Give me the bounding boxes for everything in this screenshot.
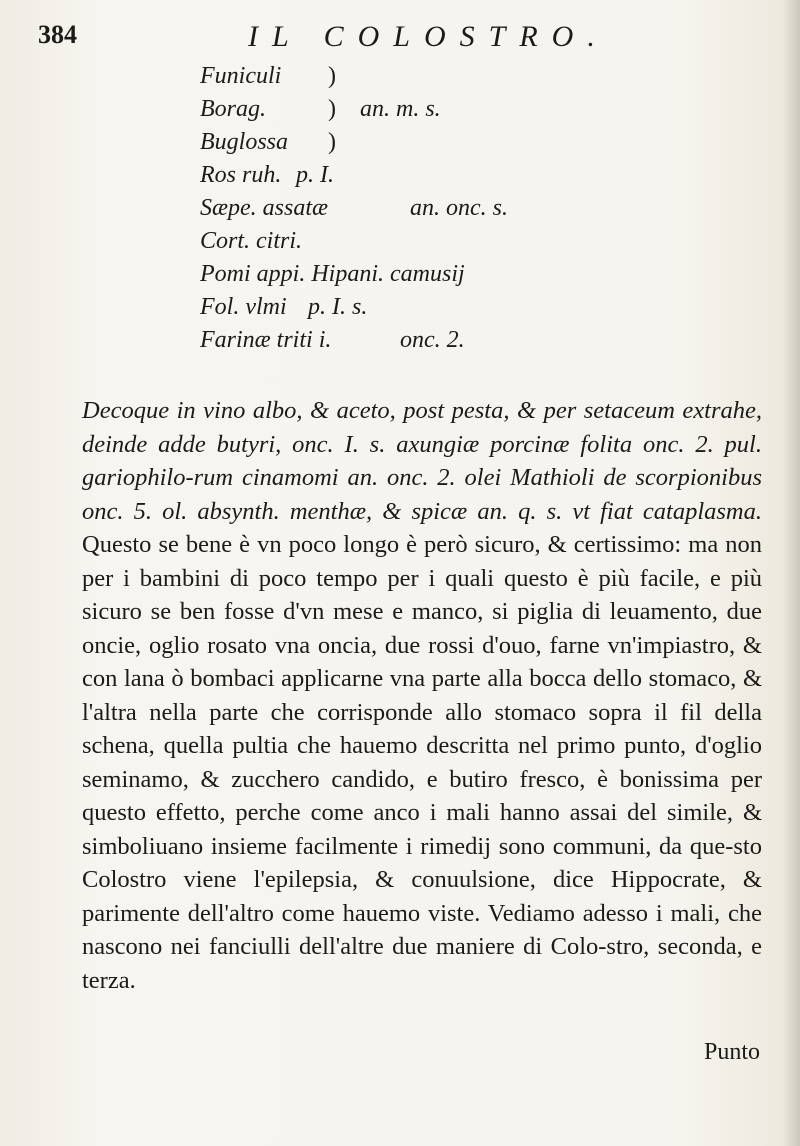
- ingredient-row: [200, 192, 620, 225]
- ingredient-name: Fol. vlmi: [200, 294, 287, 320]
- ingredient-row: [200, 159, 620, 192]
- ingredient-name: Sæpe. assatæ: [200, 195, 329, 221]
- ingredient-row: [200, 93, 620, 126]
- ingredient-row: [200, 60, 620, 93]
- ingredient-name: Buglossa: [200, 129, 289, 155]
- ingredient-measure: an. onc. s.: [410, 195, 508, 221]
- catchword: Punto: [703, 1039, 760, 1065]
- ingredient-measure: an. m. s.: [360, 96, 441, 122]
- ingredient-row: [200, 258, 620, 291]
- page-header: [38, 20, 758, 60]
- ingredient-name: Farinæ triti i.: [200, 327, 332, 353]
- page-number: 384: [38, 20, 77, 49]
- ingredient-brace: ): [328, 63, 336, 89]
- italian-commentary: Questo se bene è vn poco longo è però sicuro, & certissimo: ma non per i bambini di poco tempo per i quali questo è più facile, e più sicuro se ben fosse d'vn mese e manco, si piglia di leuamento, due oncie, oglio rosato vna oncia, due rossi d'ouo, farne vn'impiastro, & con lana ò bombaci applicarne vna parte alla bocca dello stomaco, & l'altra nella parte che corrisponde allo stomaco sopra il fil della schena, quella pultia che hauemo descritta nel primo punto, d'oglio seminamo, & zucchero candido, e butiro fresco, è bonissima per questo effetto, perche come anco i mali hanno assai del simile, & simboliuano insieme facilmente i rimedij sono communi, da que-sto Colostro viene l'epilepsia, & conuulsione, dice Hippocrate, & parimente dell'altro come hauemo viste. Vediamo adesso i mali, che nascono nei fanciulli dell'altre due maniere di Colo-stro, seconda, e terza.: [82, 531, 762, 994]
- latin-prescription: Decoque in vino albo, & aceto, post pesta, & per setaceum extrahe, deinde adde butyri, onc. I. s. axungiæ porcinæ folita onc. 2. pul. gariophilo-rum cinamomi an. onc. 2. olei Mathioli de scorpionibus onc. 5. ol. absynth. menthæ, & spicæ an. q. s. vt fiat cataplasma.: [82, 397, 762, 525]
- ingredient-measure: onc. 2.: [400, 327, 465, 353]
- ingredient-name: Cort. citri.: [200, 228, 303, 254]
- running-title: IL COLOSTRO.: [248, 20, 609, 53]
- ingredient-name: Funiculi: [200, 63, 282, 89]
- ingredient-row: [200, 291, 620, 324]
- ingredient-name: Ros ruh.: [200, 162, 282, 188]
- ingredient-row: [200, 126, 620, 159]
- ingredient-name: Pomi appi. Hipani. camusij: [200, 261, 465, 287]
- ingredient-row: [200, 225, 620, 258]
- ingredient-measure: p. I. s.: [308, 294, 368, 320]
- ingredient-row: [200, 324, 620, 357]
- ingredient-measure: p. I.: [296, 162, 334, 188]
- ingredient-brace: ): [328, 96, 336, 122]
- ingredient-name: Borag.: [200, 96, 266, 122]
- ingredient-brace: ): [328, 129, 336, 155]
- body-text: [82, 394, 762, 997]
- page-edge-shadow: [782, 0, 800, 1146]
- recipe-list: [200, 60, 620, 357]
- body-paragraph: [82, 394, 762, 997]
